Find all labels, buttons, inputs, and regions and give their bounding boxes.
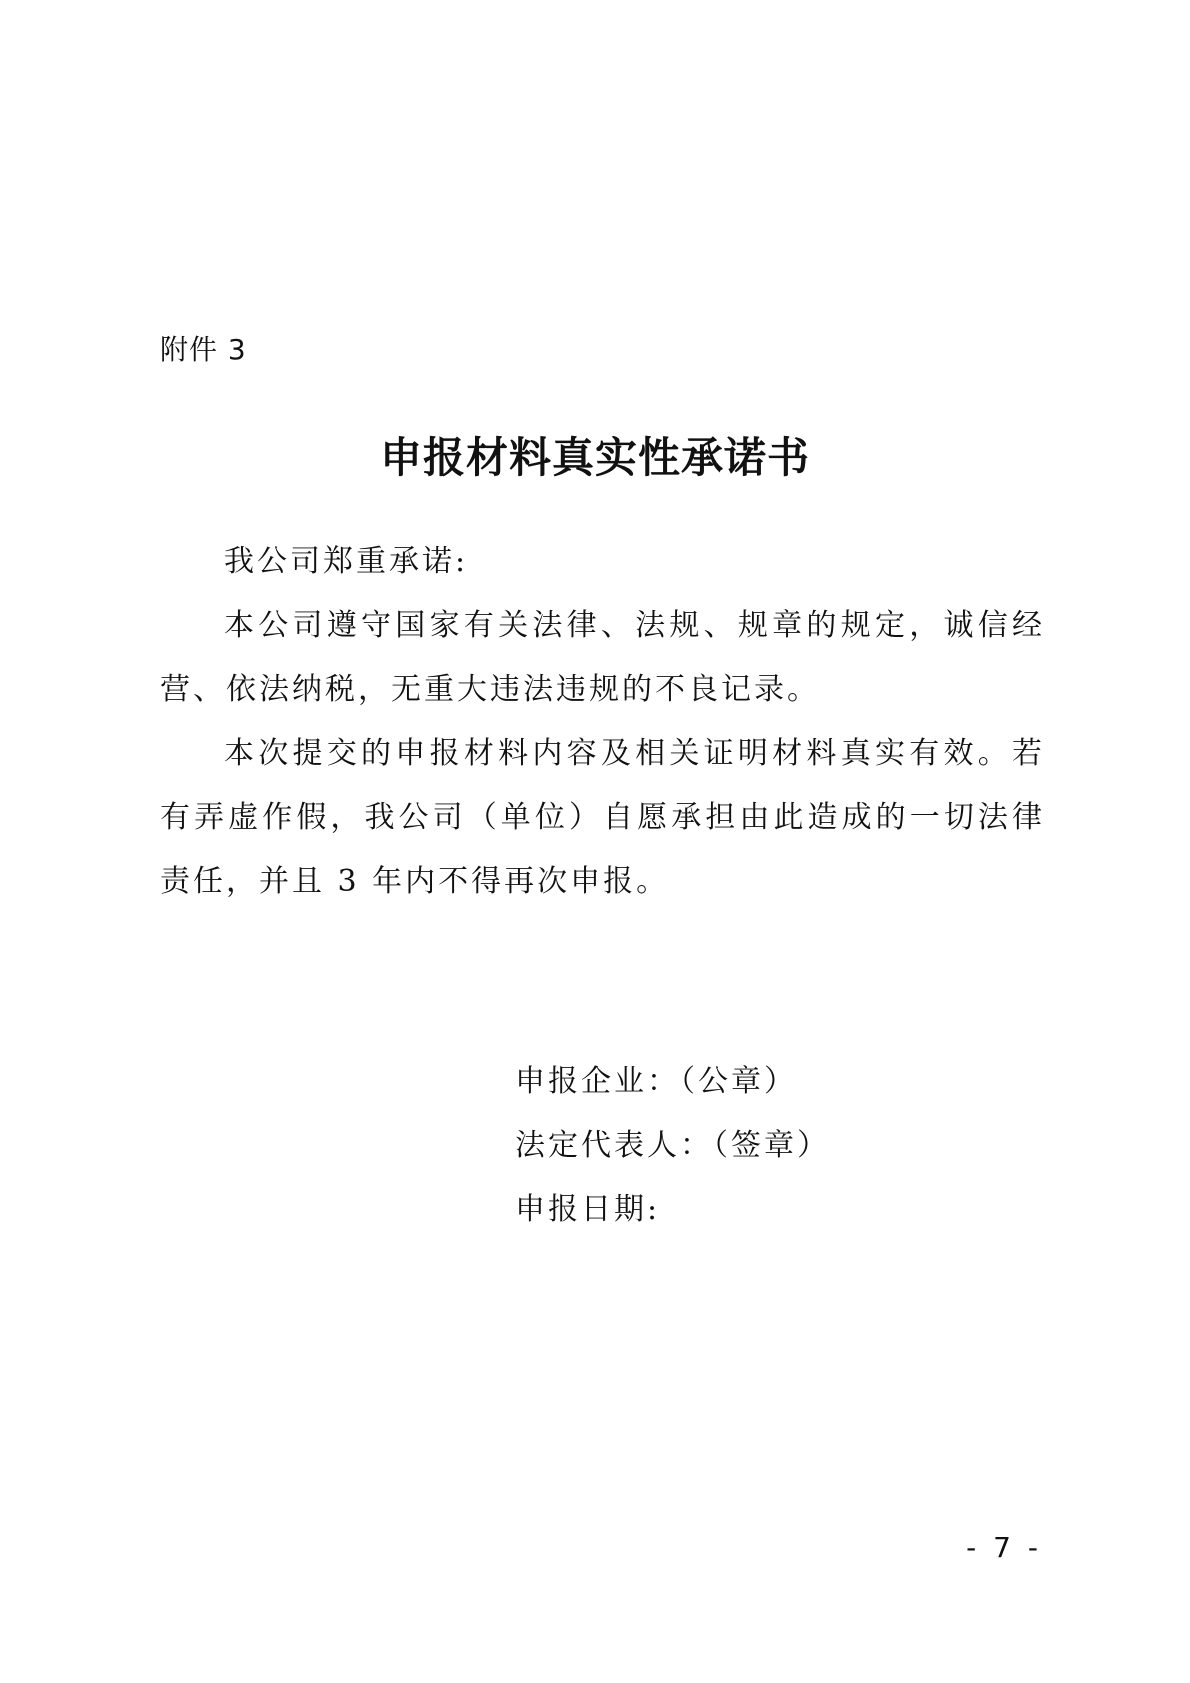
signature-representative: 法定代表人：（签章） <box>515 1128 830 1163</box>
signature-block <box>515 1050 830 1242</box>
body-paragraph-intro: 我公司郑重承诺: <box>224 544 469 579</box>
document-body <box>160 530 1045 914</box>
body-paragraph-compliance: 本公司遵守国家有关法律、法规、规章的规定，诚信经营、依法纳税，无重大违法违规的不良记录。 <box>160 608 1045 707</box>
attachment-label: 附件 3 <box>160 333 247 366</box>
page-title: 申报材料真实性承诺书 <box>379 433 810 482</box>
signature-company: 申报企业：（公章） <box>515 1064 797 1099</box>
signature-date: 申报日期: <box>515 1192 661 1227</box>
page-number: - 7 - <box>966 1531 1042 1564</box>
body-paragraph-authenticity: 本次提交的申报材料内容及相关证明材料真实有效。若有弄虚作假，我公司（单位）自愿承担由此造成的一切法律责任，并且 3 年内不得再次申报。 <box>160 736 1045 899</box>
